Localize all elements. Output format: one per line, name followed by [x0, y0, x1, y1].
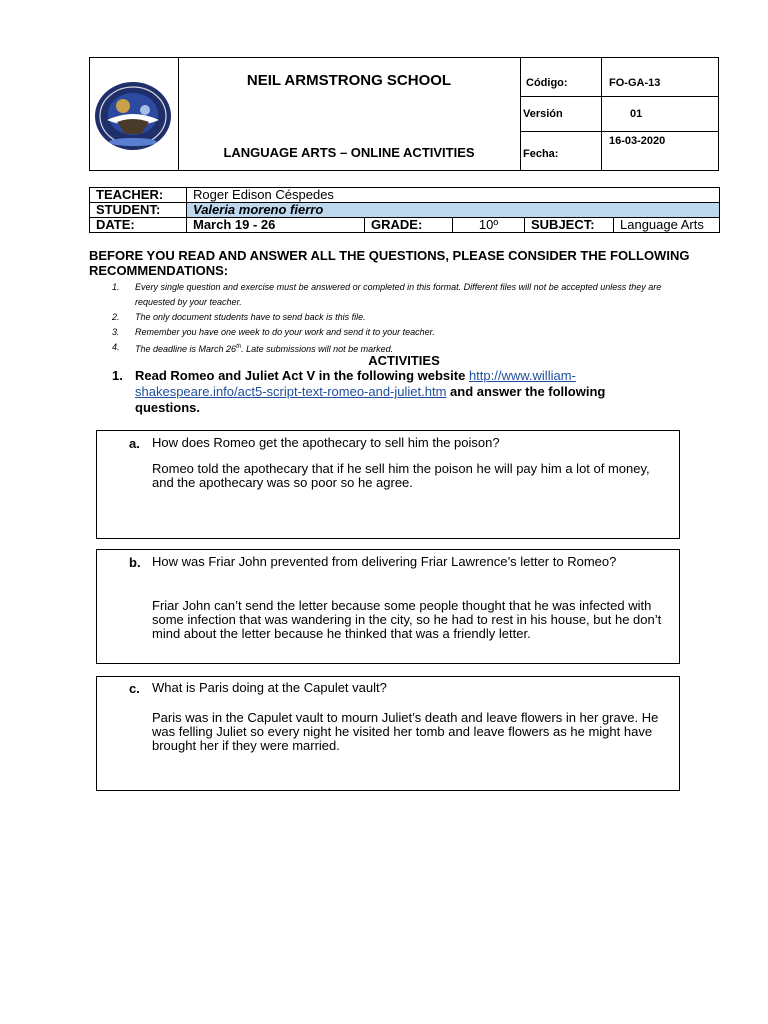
subject-label: SUBJECT: [525, 218, 614, 233]
teacher-label: TEACHER: [90, 188, 187, 203]
student-label: STUDENT: [90, 203, 187, 218]
list-number: 1. [112, 282, 120, 292]
superscript: th [236, 344, 242, 350]
page-subtitle: LANGUAGE ARTS – ONLINE ACTIVITIES [223, 145, 475, 160]
recommendations-title: BEFORE YOU READ AND ANSWER ALL THE QUESTIONS, PLEASE CONSIDER THE FOLLOWING RECOMMENDATIONS: [89, 248, 690, 278]
date-label: DATE: [90, 218, 187, 233]
school-name: NEIL ARMSTRONG SCHOOL [246, 72, 452, 89]
header-divider [520, 58, 521, 170]
list-number: 2. [112, 312, 120, 322]
fecha-label: Fecha: [523, 148, 559, 160]
date-row [90, 218, 720, 233]
header-divider [520, 131, 718, 132]
activities-title: ACTIVITIES [368, 353, 440, 368]
task-text-end: and answer the following questions. [135, 384, 606, 415]
student-row [90, 203, 720, 218]
list-number: 4. [112, 342, 120, 352]
version-value: 01 [630, 108, 643, 120]
list-text: Every single question and exercise must be answered or completed in this format. Different files will not be accepted unless they are requested by your teacher. [135, 282, 662, 307]
question-box-c [96, 676, 680, 791]
task-text: Read Romeo and Juliet Act V in the following website [135, 368, 469, 383]
student-info-table [89, 187, 720, 233]
answer-text[interactable]: Romeo told the apothecary that if he sell him the poison he will pay him a lot of money, and the apothecary was so poor so he agree. [152, 461, 650, 490]
list-item [100, 310, 700, 325]
list-item [100, 325, 700, 340]
shakespeare-link[interactable]: http://www.william-shakespeare.info/act5-script-text-romeo-and-juliet.htm [135, 368, 576, 399]
task-number: 1. [112, 368, 123, 383]
version-label: Versión [523, 108, 563, 120]
list-text: . Late submissions will not be marked. [241, 344, 394, 354]
grade-label: GRADE: [365, 218, 453, 233]
question-label: a. [129, 436, 140, 451]
task-instruction [112, 368, 672, 416]
header-divider [601, 58, 602, 170]
list-text: The deadline is March 26 [135, 344, 237, 354]
list-text: The only document students have to send back is this file. [135, 312, 366, 322]
student-value: Valeria moreno fierro [187, 203, 720, 218]
question-text: How does Romeo get the apothecary to sell him the poison? [152, 435, 500, 450]
subject-value: Language Arts [614, 218, 720, 233]
teacher-value: Roger Edison Céspedes [187, 188, 720, 203]
school-seal-logo [93, 80, 173, 152]
codigo-label: Código: [526, 77, 568, 89]
question-label: b. [129, 555, 141, 570]
list-item [100, 280, 700, 310]
answer-text[interactable]: Paris was in the Capulet vault to mourn Juliet’s death and leave flowers in her grave. He was felling Juliet so every night he visited her tomb and leave flowers as he might have brought her if they were married. [152, 710, 659, 753]
document-header [89, 57, 719, 171]
list-number: 3. [112, 327, 120, 337]
grade-value: 10º [453, 218, 525, 233]
answer-text[interactable]: Friar John can’t send the letter because some people thought that he was infected with some infection that was wandering in the city, so he had to rest in his house, but he don’t mind about the letter because he thinked that was a friendly letter. [152, 598, 662, 641]
question-box-b [96, 549, 680, 664]
question-text: What is Paris doing at the Capulet vault? [152, 680, 387, 695]
codigo-value: FO-GA-13 [609, 77, 661, 89]
teacher-row [90, 188, 720, 203]
date-value: March 19 - 26 [187, 218, 365, 233]
question-box-a [96, 430, 680, 539]
question-label: c. [129, 681, 140, 696]
recommendations-list [100, 280, 700, 357]
fecha-value: 16-03-2020 [609, 135, 666, 147]
question-text: How was Friar John prevented from delivering Friar Lawrence’s letter to Romeo? [152, 554, 617, 569]
list-text: Remember you have one week to do your work and send it to your teacher. [135, 327, 435, 337]
header-divider [520, 96, 718, 97]
